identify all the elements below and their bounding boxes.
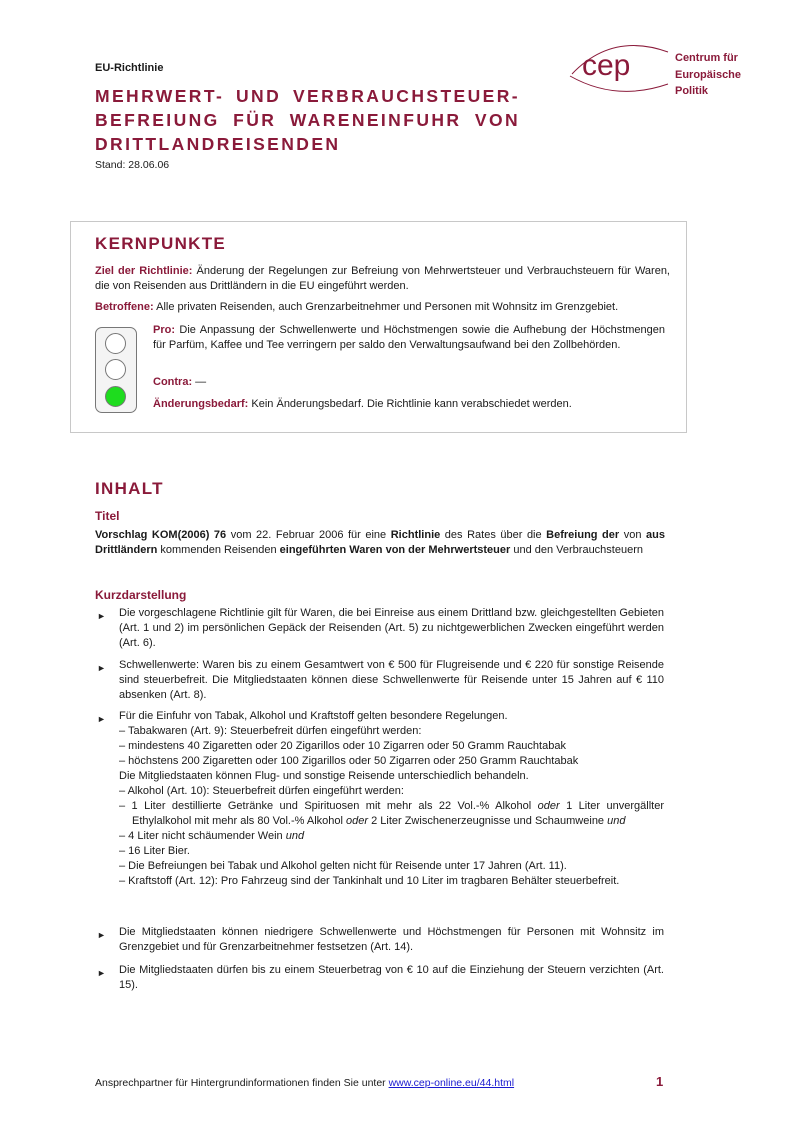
logo-line-1: Centrum für <box>675 52 738 64</box>
page-number: 1 <box>656 1074 664 1089</box>
b3-kraftstoff: – Kraftstoff (Art. 12): Pro Fahrzeug sind der Tankinhalt und 10 Liter im tragbaren Behälter steuerbefreit. <box>119 875 620 887</box>
titel-run: und den Verbrauchsteuern <box>510 544 643 556</box>
cep-logo-icon <box>568 40 778 110</box>
contra-paragraph <box>153 375 206 390</box>
b3-tabak-b: – höchstens 200 Zigaretten oder 100 Zigarillos oder 50 Zigarren oder 250 Gramm Rauchtabak <box>119 755 579 767</box>
footer-contact: Ansprechpartner für Hintergrundinformationen finden Sie unter www.cep-online.eu/44.html <box>95 1077 515 1089</box>
kurzdarstellung-heading: Kurzdarstellung <box>95 588 187 602</box>
footer-link[interactable]: www.cep-online.eu/44.html <box>388 1077 515 1089</box>
bullet-icon: ► <box>97 714 106 724</box>
pro-text: Die Anpassung der Schwellenwerte und Höchstmengen sowie die Aufhebung der Höchstmengen für Parfüm, Kaffee und Tee verringern per saldo den Verwaltungsaufwand bei den Zollbehörden. <box>153 324 666 351</box>
contra-text: — <box>195 376 207 388</box>
bullet-icon: ► <box>97 611 106 621</box>
pro-label: Pro: <box>153 324 175 336</box>
contra-label: Contra: <box>153 376 193 388</box>
traffic-light-yellow-lamp <box>105 359 126 380</box>
traffic-light-green-lamp <box>105 386 126 407</box>
kernpunkte-title: KERNPUNKTE <box>95 234 227 253</box>
logo-line-3: Politik <box>675 85 709 97</box>
document-title: MEHRWERT- UND VERBRAUCHSTEUER-BEFREIUNG FÜR WARENEINFUHR VON DRITTLANDREISENDEN <box>95 86 520 154</box>
b3-intro: Für die Einfuhr von Tabak, Alkohol und Kraftstoff gelten besondere Regelungen. <box>119 710 508 722</box>
titel-run: Vorschlag KOM(2006) 76 <box>95 529 227 541</box>
titel-run: eingeführten Waren von der Mehrwertsteuer <box>279 544 511 556</box>
bullet-icon: ► <box>97 968 106 978</box>
ziel-label: Ziel der Richtlinie: <box>95 265 193 277</box>
aenderung-label: Änderungsbedarf: <box>153 398 249 410</box>
b3-alkohol-2: – 4 Liter nicht schäumender Wein und <box>119 830 305 842</box>
list-item: Die Mitgliedstaaten dürfen bis zu einem Steuerbetrag von € 10 auf die Einziehung der Steuern verzichten (Art. 15). <box>119 964 664 991</box>
logo-mark: cep <box>582 49 631 82</box>
document-type: EU-Richtlinie <box>95 62 164 74</box>
ziel-text: Änderung der Regelungen zur Befreiung von Mehrwertsteuer und Verbrauchsteuern für Waren, die von Reisenden aus Drittländern in die EU eingeführt werden. <box>95 265 670 292</box>
betroffene-paragraph <box>95 300 675 315</box>
titel-run: aus Drittländern <box>95 529 665 556</box>
titel-run: des Rates über die <box>440 529 547 541</box>
list-item: Schwellenwerte: Waren bis zu einem Gesamtwert von € 500 für Flugreisende und € 220 für sonstige Reisende sind steuerbefreit. Die Mitgliedstaaten können diese Schwellenwerte für Reisende unter 15 Jahren auf € 110 absenken (Art. 8). <box>119 659 664 701</box>
aenderung-text: Kein Änderungsbedarf. Die Richtlinie kann verabschiedet werden. <box>251 398 572 410</box>
titel-run: kommenden Reisenden <box>157 544 280 556</box>
logo-line-2: Europäische <box>675 68 742 81</box>
titel-paragraph <box>95 528 665 558</box>
titel-run: vom 22. Februar 2006 für eine <box>226 529 391 541</box>
traffic-light-icon <box>95 327 137 413</box>
betroffene-text: Alle privaten Reisenden, auch Grenzarbeitnehmer und Personen mit Wohnsitz im Grenzgebiet. <box>156 301 619 313</box>
b3-befreiung: – Die Befreiungen bei Tabak und Alkohol gelten nicht für Reisende unter 17 Jahren (Art. 11). <box>119 860 567 872</box>
titel-run: von <box>619 529 647 541</box>
b3-tabak: – Tabakwaren (Art. 9): Steuerbefreit dürfen eingeführt werden: <box>119 725 422 737</box>
ziel-paragraph <box>95 264 670 294</box>
b3-alkohol-3: – 16 Liter Bier. <box>119 845 190 857</box>
b3-alkohol-1: – 1 Liter destillierte Getränke und Spirituosen mit mehr als 22 Vol.-% Alkohol oder 1 Liter unvergällter Ethylalkohol mit mehr als 80 Vol.-% Alkohol oder 2 Liter Zwischenerzeugnisse und Schaumweine und <box>119 800 664 827</box>
titel-heading: Titel <box>95 509 120 523</box>
titel-run: Richtlinie <box>390 529 441 541</box>
b3-alkohol: – Alkohol (Art. 10): Steuerbefreit dürfen eingeführt werden: <box>119 785 404 797</box>
b3-tabak-c: Die Mitgliedstaaten können Flug- und sonstige Reisende unterschiedlich behandeln. <box>119 770 529 782</box>
b3-tabak-a: – mindestens 40 Zigaretten oder 20 Zigarillos oder 10 Zigarren oder 50 Gramm Rauchtabak <box>119 740 566 752</box>
titel-run: Befreiung der <box>546 529 620 541</box>
betroffene-label: Betroffene: <box>95 301 154 313</box>
aenderung-paragraph <box>153 397 572 412</box>
list-item <box>119 709 664 889</box>
list-item: Die Mitgliedstaaten können niedrigere Schwellenwerte und Höchstmengen für Personen mit Wohnsitz im Grenzgebiet und für Grenzarbeitnehmer festsetzen (Art. 14). <box>119 926 664 953</box>
logo-text <box>675 50 741 100</box>
inhalt-title: INHALT <box>95 479 164 498</box>
bullet-icon: ► <box>97 663 106 673</box>
list-item: Die vorgeschlagene Richtlinie gilt für Waren, die bei Einreise aus einem Drittland bzw. gleichgestellten Gebieten (Art. 1 und 2) im persönlichen Gepäck der Reisenden (Art. 5) zu nichtgewerblichen Zwecken eingeführt werden (Art. 6). <box>119 607 664 649</box>
document-date: Stand: 28.06.06 <box>95 159 170 171</box>
pro-paragraph <box>153 323 665 353</box>
bullet-icon: ► <box>97 930 106 940</box>
traffic-light-red-lamp <box>105 333 126 354</box>
